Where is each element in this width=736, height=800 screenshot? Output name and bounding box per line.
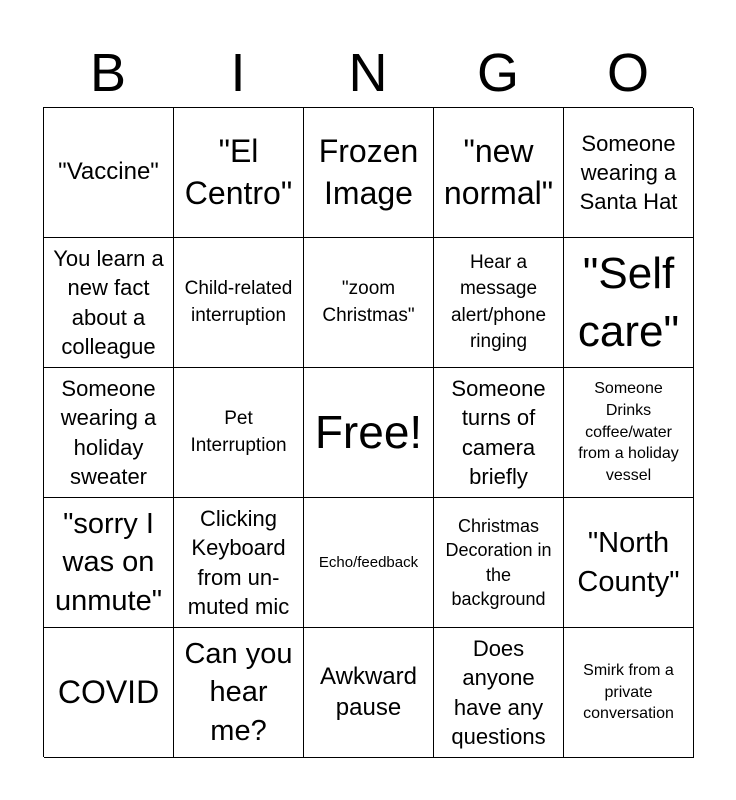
bingo-board — [43, 107, 693, 757]
cell-text: Clicking Keyboard from un-muted mic — [187, 506, 290, 619]
cell-text: "Self care" — [577, 249, 680, 356]
bingo-cell[interactable] — [44, 498, 174, 628]
cell-text: Does anyone have any questions — [451, 636, 546, 749]
bingo-cell[interactable] — [564, 108, 694, 238]
cell-text: Someone wearing a holiday sweater — [60, 376, 157, 489]
cell-text: Smirk from a private conversation — [583, 661, 674, 723]
header-letter-g: G — [476, 43, 519, 103]
cell-text: Someone turns of camera briefly — [451, 376, 546, 489]
cell-text: Child-related interruption — [184, 278, 293, 326]
cell-text: Someone Drinks coffee/water from a holiday vessel — [578, 380, 679, 485]
bingo-cell[interactable] — [44, 368, 174, 498]
cell-text: "El Centro" — [184, 132, 293, 211]
bingo-cell[interactable] — [304, 108, 434, 238]
cell-text: Frozen Image — [318, 132, 419, 211]
cell-text: Someone wearing a Santa Hat — [579, 130, 678, 215]
bingo-cell[interactable] — [434, 108, 564, 238]
cell-text: Echo/feedback — [318, 553, 419, 571]
bingo-cell[interactable] — [564, 368, 694, 498]
bingo-cell[interactable] — [564, 238, 694, 368]
bingo-cell[interactable] — [174, 368, 304, 498]
cell-text: Awkward pause — [320, 662, 417, 721]
cell-text: "new normal" — [443, 132, 554, 211]
cell-text: "zoom Christmas" — [322, 278, 415, 326]
free-space-cell[interactable] — [304, 368, 434, 498]
bingo-cell[interactable] — [174, 628, 304, 758]
cell-text: "Vaccine" — [58, 158, 159, 186]
bingo-cell[interactable] — [304, 498, 434, 628]
cell-text: Free! — [314, 406, 423, 459]
bingo-cell[interactable] — [174, 108, 304, 238]
bingo-cell[interactable] — [304, 628, 434, 758]
cell-text: Christmas Decoration in the background — [445, 515, 552, 609]
cell-text: Hear a message alert/phone ringing — [450, 252, 547, 352]
bingo-cell[interactable] — [564, 628, 694, 758]
bingo-cell[interactable] — [44, 108, 174, 238]
bingo-cell[interactable] — [44, 628, 174, 758]
header-letter-n: N — [348, 43, 388, 103]
bingo-cell[interactable] — [174, 498, 304, 628]
cell-text: Can you hear me? — [184, 638, 293, 747]
bingo-cell[interactable] — [174, 238, 304, 368]
header-letter-b: B — [89, 43, 127, 103]
bingo-cell[interactable] — [304, 238, 434, 368]
header-letter-o: O — [606, 43, 649, 103]
bingo-cell[interactable] — [564, 498, 694, 628]
header-letter-i: I — [230, 43, 246, 103]
bingo-cell[interactable] — [434, 368, 564, 498]
bingo-cell[interactable] — [44, 238, 174, 368]
bingo-header — [43, 40, 693, 106]
cell-text: COVID — [57, 673, 160, 710]
cell-text: "North County" — [577, 527, 680, 598]
cell-text: "sorry I was on unmute" — [54, 508, 163, 617]
bingo-cell[interactable] — [434, 238, 564, 368]
bingo-cell[interactable] — [434, 498, 564, 628]
cell-text: You learn a new fact about a colleague — [53, 246, 164, 359]
cell-text: Pet Interruption — [190, 408, 287, 456]
bingo-cell[interactable] — [434, 628, 564, 758]
